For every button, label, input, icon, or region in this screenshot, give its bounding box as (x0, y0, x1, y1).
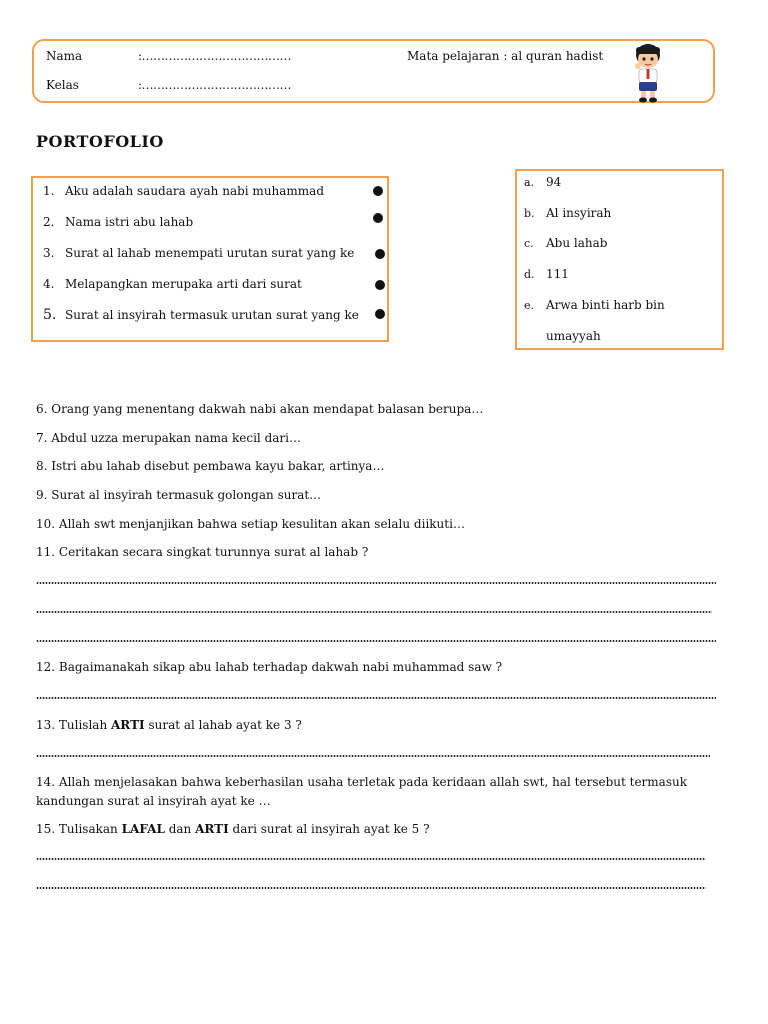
question-13: 13. Tulislah ARTI surat al lahab ayat ke 3 ? (36, 718, 302, 732)
page-title: PORTOFOLIO (36, 132, 164, 151)
matching-item: 1. Aku adalah saudara ayah nabi muhammad (43, 184, 325, 198)
cartoon-boy-thinking-icon (626, 42, 670, 104)
option-item-continued: umayyah (546, 329, 601, 343)
answer-line[interactable] (36, 611, 712, 613)
matching-item: 3. Surat al lahab menempati urutan surat yang ke (43, 246, 355, 260)
connector-dot-icon[interactable] (375, 280, 385, 290)
connector-dot-icon[interactable] (375, 309, 385, 319)
nama-label: Nama (46, 49, 83, 63)
matching-options-box (515, 169, 724, 350)
question-10: 10. Allah swt menjanjikan bahwa setiap kesulitan akan selalu diikuti… (36, 517, 465, 531)
matching-item: 5. Surat al insyirah termasuk urutan surat yang ke (43, 307, 359, 323)
matching-item: 4. Melapangkan merupaka arti dari surat (43, 277, 302, 291)
question-8: 8. Istri abu lahab disebut pembawa kayu bakar, artinya… (36, 459, 385, 473)
connector-dot-icon[interactable] (373, 186, 383, 196)
question-6: 6. Orang yang menentang dakwah nabi akan mendapat balasan berupa… (36, 402, 484, 416)
subject-label: Mata pelajaran : al quran hadist (407, 49, 604, 63)
question-14-line-2: kandungan surat al insyirah ayat ke … (36, 794, 271, 808)
option-item: d. 111 (524, 267, 569, 281)
kelas-field[interactable]: :………………………………… (138, 78, 292, 92)
option-item: b. Al insyirah (524, 206, 612, 220)
answer-line[interactable] (36, 858, 706, 860)
connector-dot-icon[interactable] (375, 249, 385, 259)
question-12: 12. Bagaimanakah sikap abu lahab terhadap dakwah nabi muhammad saw ? (36, 660, 502, 674)
answer-line[interactable] (36, 755, 710, 757)
answer-line[interactable] (36, 887, 706, 889)
connector-dot-icon[interactable] (373, 213, 383, 223)
option-item: a. 94 (524, 175, 562, 189)
matching-item: 2. Nama istri abu lahab (43, 215, 194, 229)
kelas-label: Kelas (46, 78, 79, 92)
question-15: 15. Tulisakan LAFAL dan ARTI dari surat al insyirah ayat ke 5 ? (36, 822, 430, 836)
answer-line[interactable] (36, 697, 716, 699)
question-7: 7. Abdul uzza merupakan nama kecil dari… (36, 431, 301, 445)
option-item: c. Abu lahab (524, 236, 608, 250)
question-11: 11. Ceritakan secara singkat turunnya surat al lahab ? (36, 545, 369, 559)
answer-line[interactable] (36, 640, 716, 642)
question-9: 9. Surat al insyirah termasuk golongan surat… (36, 488, 322, 502)
option-item: e. Arwa binti harb bin (524, 298, 665, 312)
question-14-line-1: 14. Allah menjelasakan bahwa keberhasilan usaha terletak pada keridaan allah swt, hal tersebut termasuk (36, 775, 687, 789)
answer-line[interactable] (36, 582, 716, 584)
student-info-box (32, 39, 715, 103)
nama-field[interactable]: :………………………………… (138, 49, 292, 63)
